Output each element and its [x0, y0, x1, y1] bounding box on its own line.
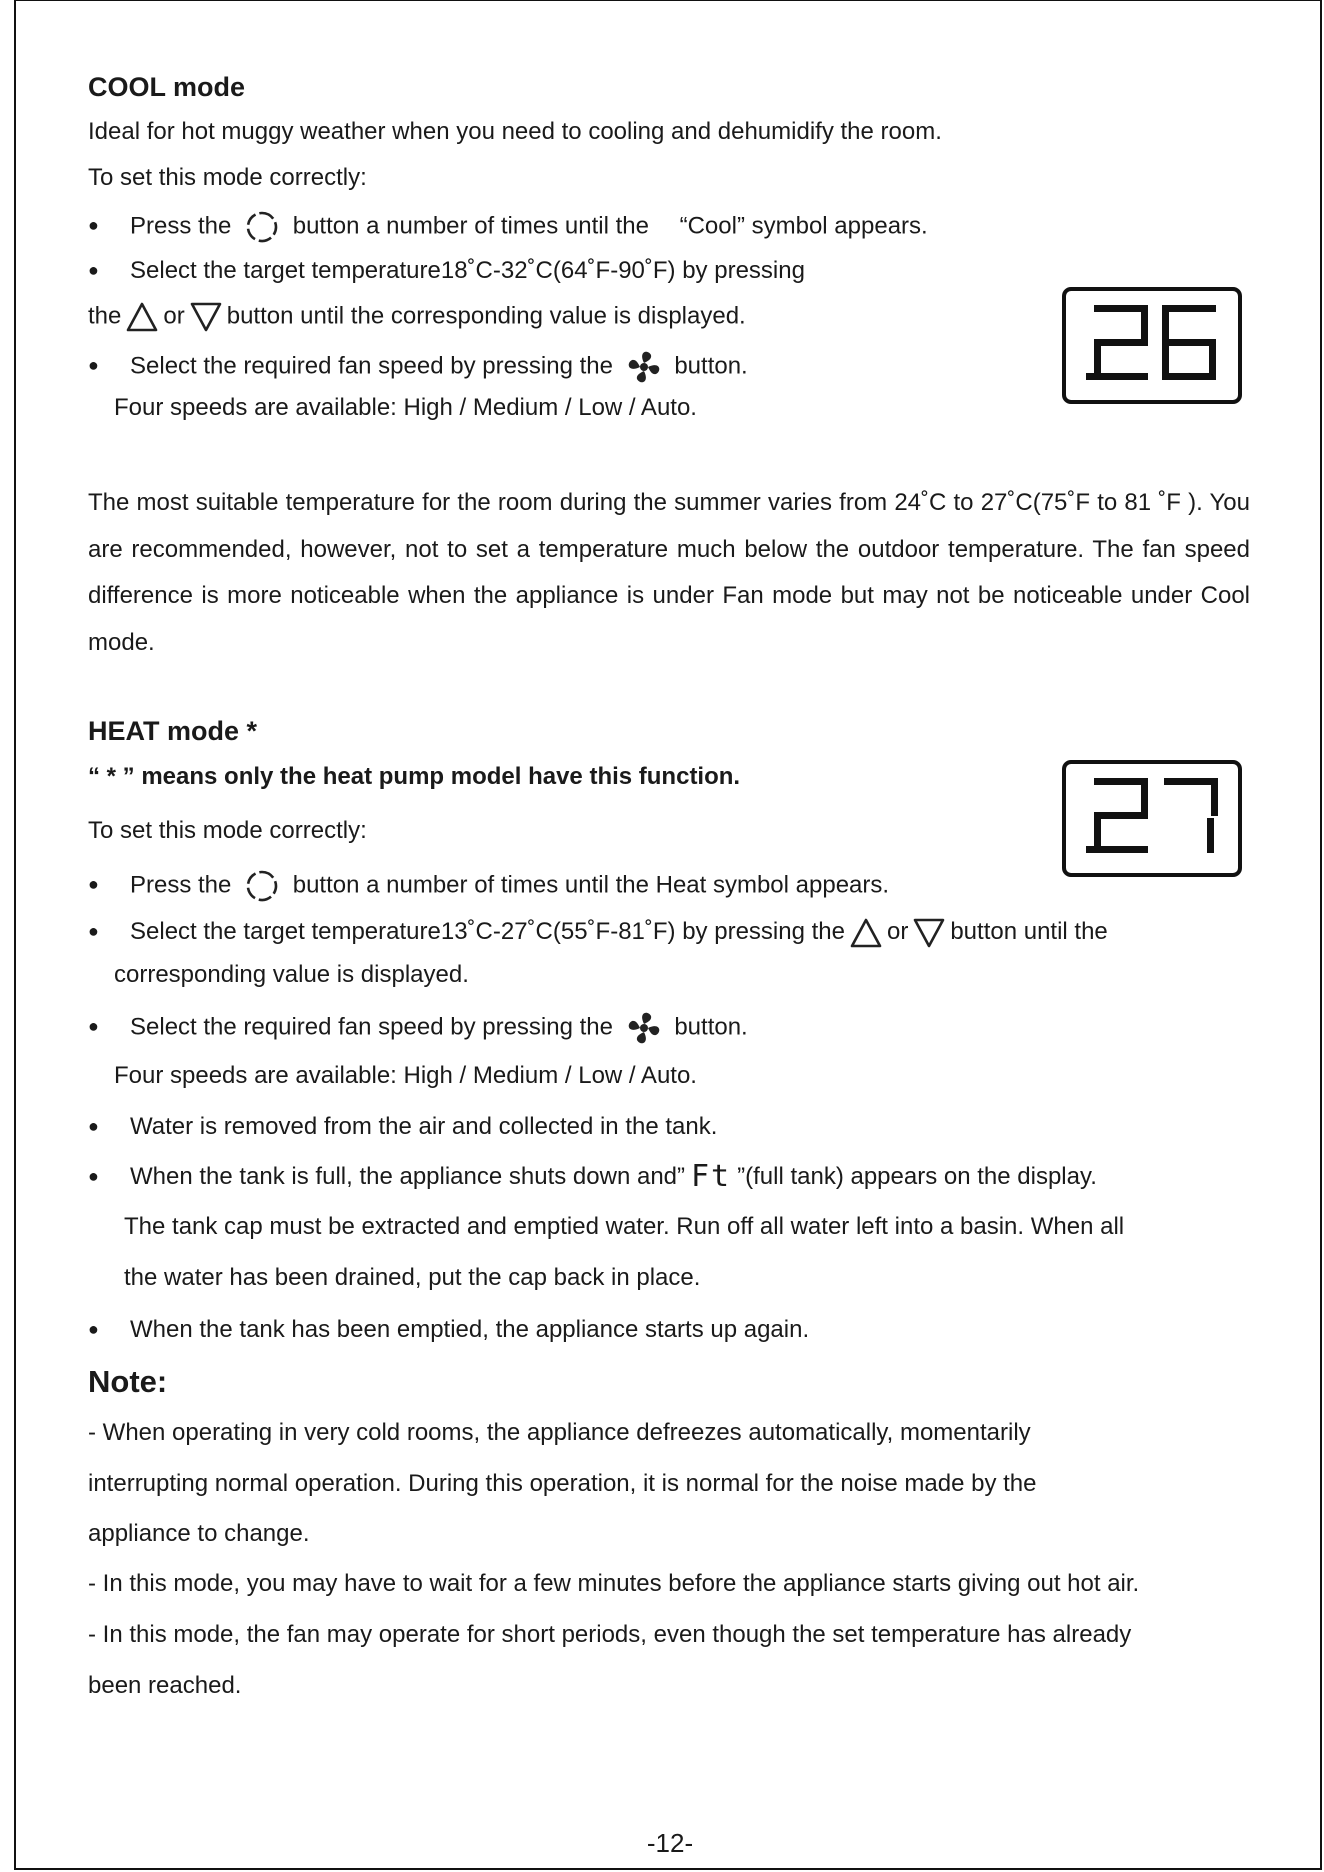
bullet: ● [88, 874, 99, 895]
cool-intro: Ideal for hot muggy weather when you need to cooling and dehumidify the room. [88, 118, 942, 145]
heat-setup: To set this mode correctly: [88, 817, 367, 844]
heat-bullet-5-cont-2: the water has been drained, put the cap back in place. [124, 1264, 701, 1291]
cool-bullet-3: ● Select the required fan speed by pressing the button. [88, 347, 748, 387]
down-triangle-icon [189, 301, 223, 333]
cool-speeds: Four speeds are available: High / Medium / Low / Auto. [114, 394, 697, 421]
note-line-1: - When operating in very cold rooms, the appliance defreezes automatically, momentarily [88, 1419, 1031, 1446]
heat-bullet-2: ● Select the target temperature13˚C-27˚C(55˚F-81˚F) by pressing the or button until the [88, 916, 1108, 949]
heat-heading: HEAT mode * [88, 716, 258, 746]
note-heading: Note: [88, 1364, 168, 1399]
note-line-5: - In this mode, the fan may operate for short periods, even though the set temperature has already [88, 1621, 1132, 1648]
page-number: -12- [646, 1828, 694, 1858]
bullet: ● [88, 921, 99, 941]
cool-bullet-2-cont: the or button until the corresponding value is displayed. [88, 301, 746, 333]
bullet: ● [88, 260, 99, 280]
note-line-6: been reached. [88, 1672, 242, 1699]
lcd-digits-cool [1066, 291, 1238, 400]
bullet: ● [88, 1016, 99, 1037]
note-line-4: - In this mode, you may have to wait for a few minutes before the appliance starts giving out hot air. [88, 1570, 1140, 1597]
heat-bullet-4: ● Water is removed from the air and collected in the tank. [88, 1113, 718, 1140]
lcd-display-cool [1062, 287, 1242, 404]
cool-heading: COOL mode [88, 72, 246, 102]
cool-bullet-1: ● Press the button a number of times until the “Cool” symbol appears. [88, 209, 928, 245]
bullet: ● [88, 1319, 99, 1339]
note-line-3: appliance to change. [88, 1520, 310, 1547]
up-triangle-icon [125, 301, 159, 333]
heat-bullet-6: ● When the tank has been emptied, the appliance starts up again. [88, 1316, 810, 1343]
lcd-display-heat [1062, 760, 1242, 877]
heat-speeds: Four speeds are available: High / Medium / Low / Auto. [114, 1062, 697, 1089]
mode-icon [242, 209, 282, 245]
note-line-2: interrupting normal operation. During this operation, it is normal for the noise made by the [88, 1470, 1037, 1497]
heat-bullet-5: ● When the tank is full, the appliance shuts down and” Ft ”(full tank) appears on the display. [88, 1159, 1097, 1194]
heat-bullet-1: ● Press the button a number of times until the Heat symbol appears. [88, 868, 889, 904]
bullet: ● [88, 1166, 99, 1186]
cool-bullet-2: ● Select the target temperature18˚C-32˚C(64˚F-90˚F) by pressing [88, 257, 805, 284]
heat-bullet-5-cont-1: The tank cap must be extracted and emptied water. Run off all water left into a basin. When all [124, 1213, 1125, 1240]
up-triangle-icon [849, 917, 883, 949]
full-tank-code: Ft [691, 1159, 732, 1194]
lcd-digits-heat [1066, 764, 1238, 873]
bullet: ● [88, 355, 99, 376]
fan-icon [624, 1008, 664, 1048]
heat-bullet-3: ● Select the required fan speed by pressing the button. [88, 1008, 748, 1048]
cool-setup: To set this mode correctly: [88, 164, 367, 191]
bullet: ● [88, 215, 99, 236]
bullet: ● [88, 1116, 99, 1136]
cool-paragraph: The most suitable temperature for the room during the summer varies from 24˚C to 27˚C(75˚F to 81 ˚F ). You are recommended, however, not to set a temperature much below the outdoor temperature. The fan speed difference is more noticeable when the appliance is under Fan mode but may not be noticeable under Cool mode. [88, 489, 1250, 656]
down-triangle-icon [912, 917, 946, 949]
heat-bullet-2-cont: corresponding value is displayed. [114, 961, 469, 988]
fan-icon [624, 347, 664, 387]
mode-icon [242, 868, 282, 904]
heat-subheading: “ * ” means only the heat pump model have this function. [88, 763, 741, 790]
